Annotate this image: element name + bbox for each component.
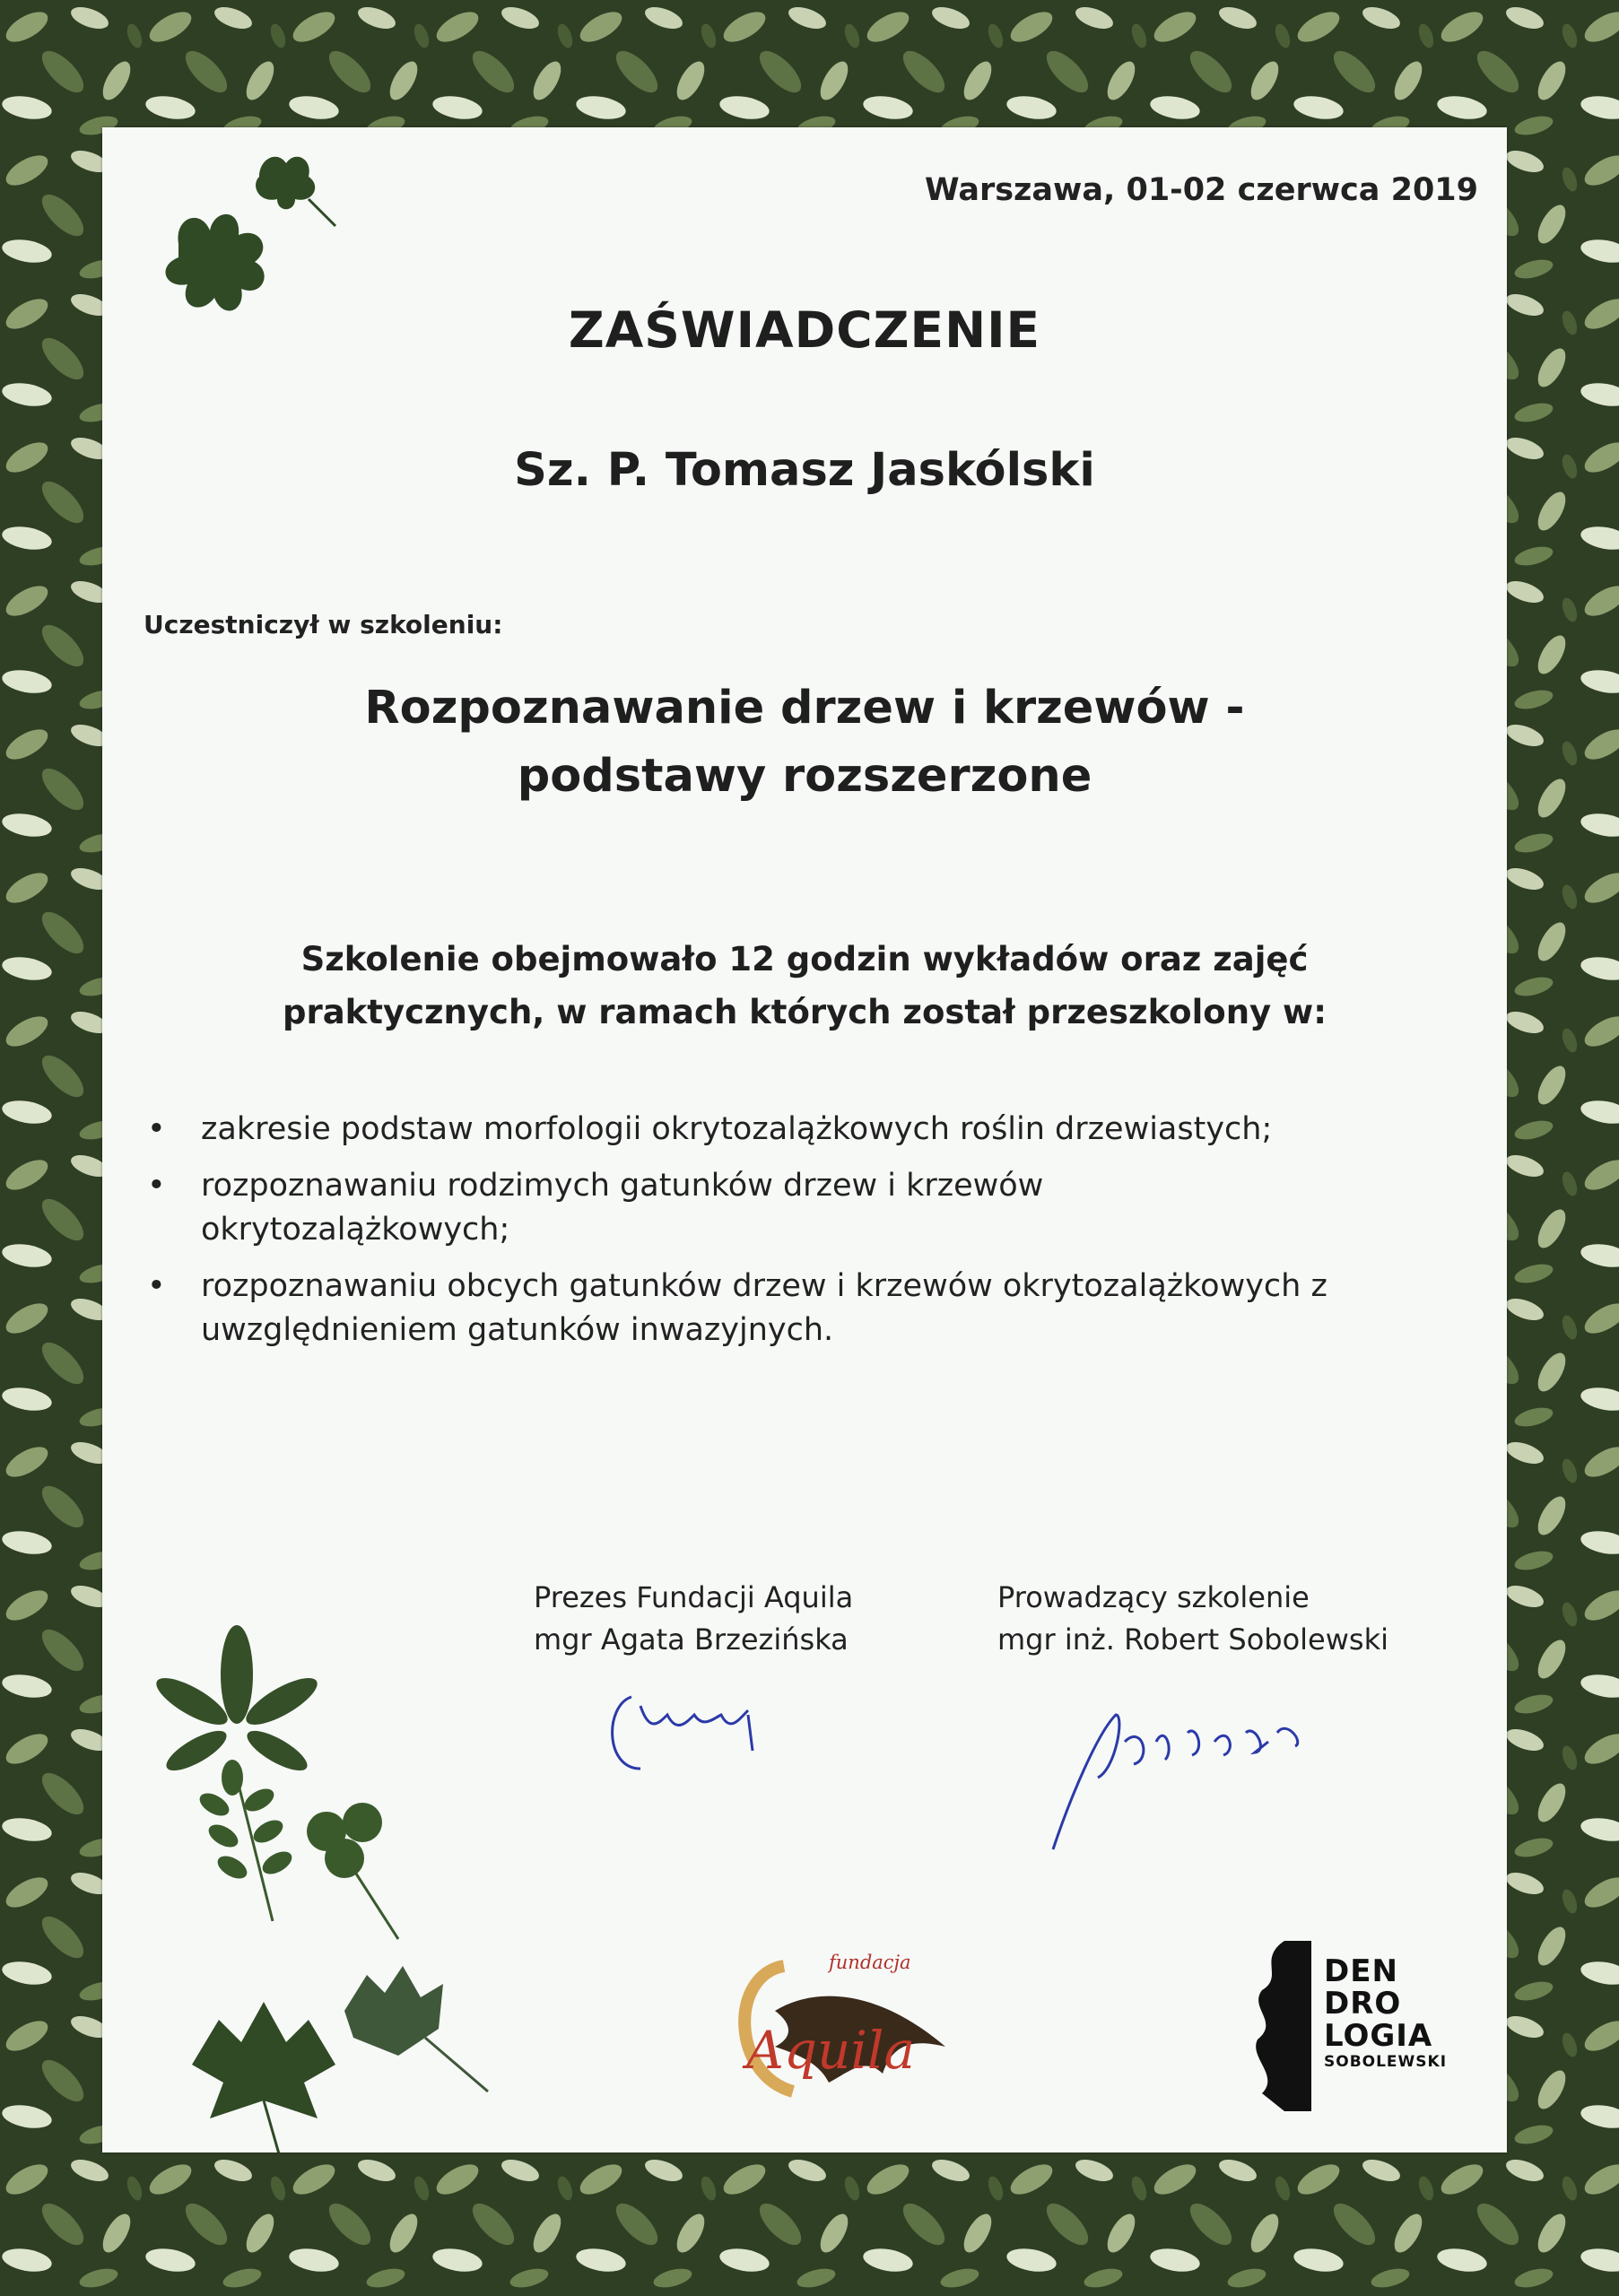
signature-sobolewski xyxy=(1053,1715,1298,1849)
signatory-instructor xyxy=(997,1577,1388,1661)
poplar-leaf-icon xyxy=(344,1966,488,2092)
topic-text: rozpoznawaniu rodzimych gatunków drzew i krzewów okrytozalążkowych; xyxy=(201,1168,1044,1248)
certificate-title: ZAŚWIADCZENIE xyxy=(568,301,1041,359)
maple-leaf-icon xyxy=(192,2002,335,2152)
bullet-icon: • xyxy=(147,1268,166,1304)
aquila-logo-text: Aquila xyxy=(746,2020,916,2081)
dendrologia-logo-text xyxy=(1324,1955,1447,2072)
description-line: praktycznych, w ramach których został przeszkolony w: xyxy=(282,993,1327,1031)
signatory-role: Prezes Fundacji Aquila xyxy=(534,1580,854,1614)
topic-item xyxy=(144,1108,1462,1152)
acacia-leaf-icon xyxy=(196,1760,295,1921)
signatory-president xyxy=(534,1577,853,1661)
clover-leaf-icon xyxy=(307,1803,398,1939)
bullet-icon: • xyxy=(147,1168,166,1204)
dendro-line: DEN xyxy=(1324,1953,1398,1989)
signatory-name: mgr Agata Brzezińska xyxy=(534,1622,849,1657)
topic-item xyxy=(144,1265,1462,1352)
course-title-line: podstawy rozszerzone xyxy=(517,750,1092,803)
certificate-date: Warszawa, 01-02 czerwca 2019 xyxy=(924,172,1478,208)
topic-text: rozpoznawaniu obcych gatunków drzew i krzewów okrytozalążkowych z uwzględnieniem gatunków inwazyjnych. xyxy=(201,1268,1327,1348)
dendro-line: LOGIA xyxy=(1324,2018,1433,2054)
recipient-name: Sz. P. Tomasz Jaskólski xyxy=(514,444,1095,497)
signature-brzezinska xyxy=(613,1697,753,1769)
course-description xyxy=(102,933,1507,1039)
participated-label: Uczestniczył w szkoleniu: xyxy=(144,610,503,639)
oak-leaf-icon xyxy=(166,214,265,311)
aquila-logo-fundacja: fundacja xyxy=(829,1952,911,1973)
dendro-line: DRO xyxy=(1324,1986,1402,2022)
description-line: Szkolenie obejmowało 12 godzin wykładów oraz zajęć xyxy=(300,940,1309,978)
bullet-icon: • xyxy=(147,1111,166,1147)
small-oak-leaf-icon xyxy=(256,157,335,226)
topic-text: zakresie podstaw morfologii okrytozalążkowych roślin drzewiastych; xyxy=(201,1111,1273,1147)
dendro-line: SOBOLEWSKI xyxy=(1324,2053,1448,2071)
course-title-line: Rozpoznawanie drzew i krzewów - xyxy=(364,682,1245,735)
signatory-name: mgr inż. Robert Sobolewski xyxy=(997,1622,1388,1657)
topic-item xyxy=(144,1164,1462,1252)
topics-list xyxy=(144,1108,1462,1365)
certificate-paper xyxy=(102,127,1507,2152)
signatory-role: Prowadzący szkolenie xyxy=(997,1580,1310,1614)
course-title xyxy=(102,674,1507,811)
chestnut-leaf-icon xyxy=(151,1625,324,1778)
